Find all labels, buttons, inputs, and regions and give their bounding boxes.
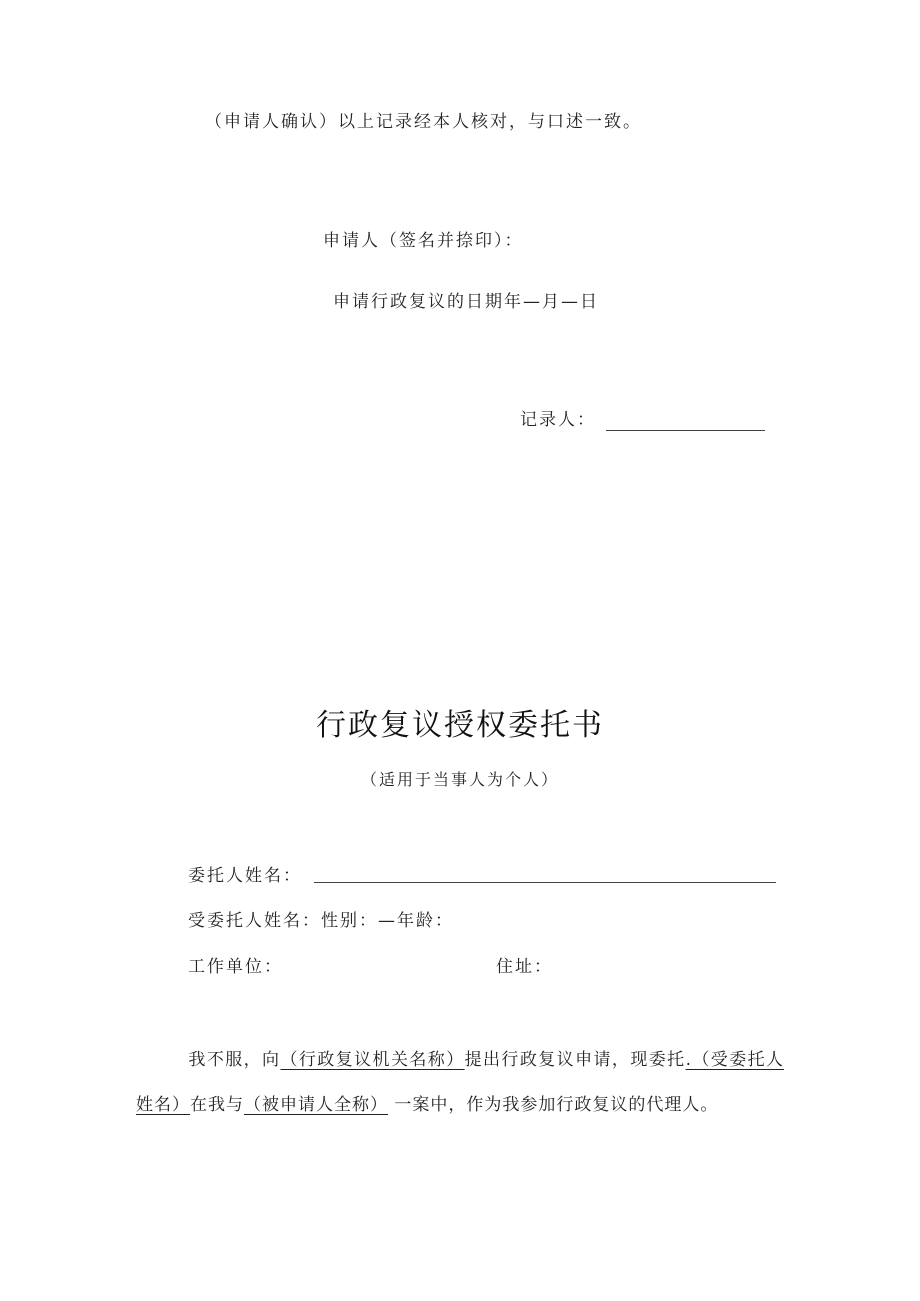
document-title: 行政复议授权委托书 [316,708,604,743]
applicant-signature-label: 申请人（签名并捺印）： [323,231,524,251]
recorder-signature-line [606,430,765,431]
principal-name-line [314,882,776,883]
address-label: 住址： [496,957,553,977]
applicant-confirmation-line: （申请人确认）以上记录经本人核对，与口述一致。 [205,112,642,132]
paragraph-text-part4: 一案中，作为我参加行政复议的代理人。 [388,1095,719,1115]
application-date-line: 申请行政复议的日期年—月—日 [333,292,599,312]
agent-name-placeholder: .（受委托人姓名） [136,1050,785,1115]
respondent-name-placeholder: （被申请人全称） [244,1095,388,1115]
paragraph-text-part3: 在我与 [190,1095,244,1115]
recorder-label: 记录人： [520,410,596,430]
workplace-label: 工作单位： [188,957,283,977]
document-subtitle: （适用于当事人为个人） [360,770,559,789]
authorization-paragraph [136,1038,784,1128]
agent-info-line: 受委托人姓名：性别：—年龄： [188,911,454,931]
agency-name-placeholder: （行政复议机关名称） [280,1050,465,1070]
principal-name-label: 委托人姓名： [188,866,302,886]
paragraph-text-part1: 我不服，向 [188,1050,281,1070]
paragraph-text-part2: 提出行政复议申请，现委托 [464,1050,686,1070]
